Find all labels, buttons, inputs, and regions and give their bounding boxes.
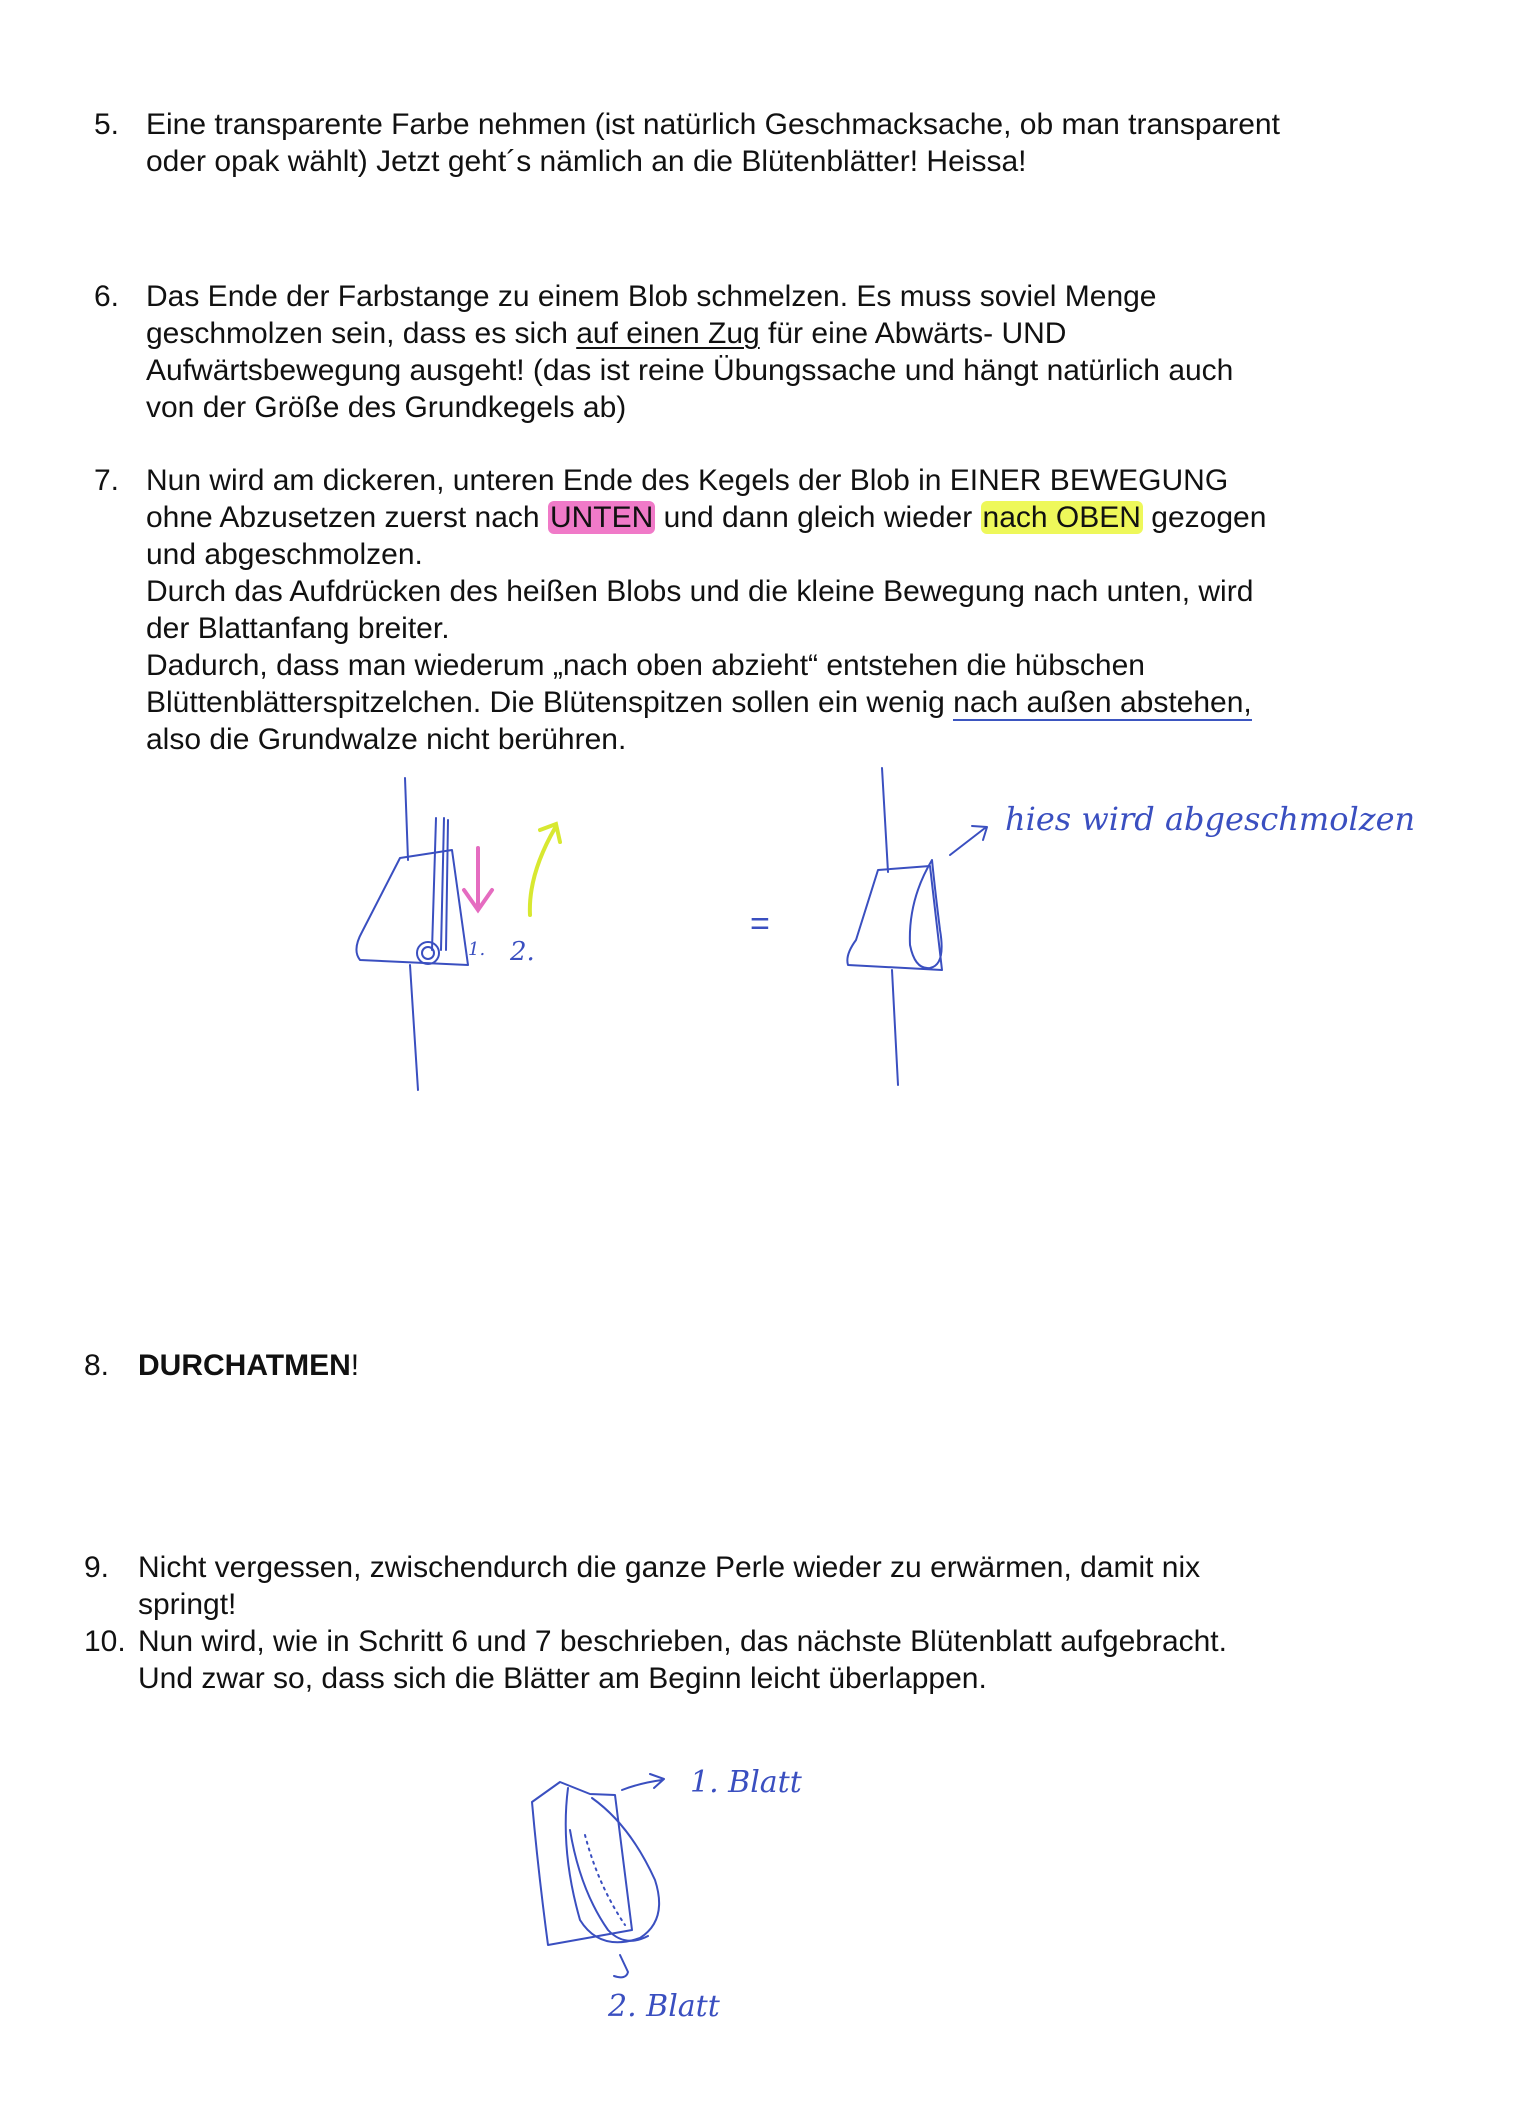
blue-underlined-phrase: nach außen abstehen, [953,686,1252,719]
step-text-line: Das Ende der Farbstange zu einem Blob schmelzen. Es muss soviel Menge [146,280,1157,313]
petal-outline [566,1788,659,1942]
step-text-line: Nicht vergessen, zwischendurch die ganze Perle wieder zu erwärmen, damit nix [138,1551,1201,1584]
note-arrow [614,1955,628,1977]
step-number: 9. [84,1551,110,1584]
cone-outline [532,1782,632,1945]
equals-sign: = [750,905,770,943]
rod-line [410,965,418,1090]
petal-inner-dotted [585,1835,625,1925]
label-second-petal: 2. Blatt [608,1989,720,2024]
step-text-line: Aufwärtsbewegung ausgeht! (das ist reine Übungssache und hängt natürlich auch [146,354,1234,387]
underlined-phrase: auf einen Zug [576,317,760,350]
step-number: 5. [94,108,120,141]
cone-outline [847,866,942,970]
step-text-line: geschmolzen sein, dass es sich auf einen Zug für eine Abwärts- UND [146,317,1067,350]
label-step-1: 1. [468,939,486,960]
down-arrow-pink [464,848,492,910]
label-step-2: 2. [510,937,535,967]
highlight-pink: UNTEN [549,501,654,534]
glass-stick [432,818,448,950]
rod-line [892,970,898,1085]
label-first-petal: 1. Blatt [690,1765,802,1800]
step-text-line: Nun wird am dickeren, unteren Ende des Kegels der Blob in EINER BEWEGUNG [146,464,1229,497]
blob-circle [417,942,439,964]
overlapping-petals-sketch [0,1740,1528,2040]
step-text-line: also die Grundwalze nicht berühren. [146,723,627,756]
rod-line [405,778,408,860]
petal-outline [910,860,942,968]
step-number: 10. [84,1625,126,1658]
step-number: 7. [94,464,120,497]
step-text-line: und abgeschmolzen. [146,538,423,571]
step-number: 8. [84,1349,110,1382]
step-text-line: Durch das Aufdrücken des heißen Blobs und die kleine Bewegung nach unten, wird [146,575,1254,608]
highlight-yellow: nach OBEN [982,501,1141,534]
step-text-line: der Blattanfang breiter. [146,612,450,645]
step-text-line: Dadurch, dass man wiederum „nach oben abzieht“ entstehen die hübschen [146,649,1145,682]
cone-outline [356,850,468,965]
step-text-line: Eine transparente Farbe nehmen (ist natürlich Geschmacksache, ob man transparent [146,108,1280,141]
step-text-line: von der Größe des Grundkegels ab) [146,391,627,424]
step-text-line: Blüttenblätterspitzelchen. Die Blütenspitzen sollen ein wenig nach außen abstehen, [146,686,1252,719]
step-text-line: springt! [138,1588,237,1621]
step-number: 6. [94,280,120,313]
handwritten-note: hies wird abgeschmolzen [1005,800,1416,838]
rod-line [882,768,888,872]
note-arrow [622,1774,664,1790]
step-text-line: ohne Abzusetzen zuerst nach UNTEN und dann gleich wieder nach OBEN gezogen [146,501,1267,534]
emphasis-text: DURCHATMEN [138,1349,351,1382]
step-text-line: oder opak wählt) Jetzt geht´s nämlich an die Blütenblätter! Heissa! [146,145,1027,178]
step-text-line: Und zwar so, dass sich die Blätter am Beginn leicht überlappen. [138,1662,987,1695]
note-arrow [950,826,987,855]
up-arrow-yellow [530,824,560,915]
blob-movement-sketch [0,760,1528,1120]
step-text-line: Nun wird, wie in Schritt 6 und 7 beschrieben, das nächste Blütenblatt aufgebracht. [138,1625,1227,1658]
